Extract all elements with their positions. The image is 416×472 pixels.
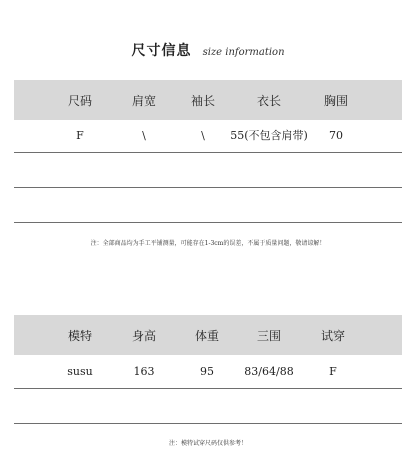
model-table-row	[14, 354, 402, 388]
table-divider	[14, 423, 402, 424]
table-divider	[14, 222, 402, 223]
model-header-cell: 模特	[67, 328, 92, 343]
title-chinese: 尺寸信息	[131, 43, 192, 59]
table-divider	[14, 187, 402, 188]
model-cell: 163	[133, 364, 155, 378]
size-cell: \	[142, 128, 146, 142]
size-cell: F	[76, 128, 84, 142]
size-header-cell: 尺码	[67, 93, 92, 108]
size-table-row	[14, 118, 402, 152]
model-header-cell: 三围	[256, 328, 281, 343]
title-english: size information	[202, 47, 285, 58]
size-cell: \	[201, 128, 205, 142]
model-table-header	[14, 315, 402, 355]
table-divider	[14, 388, 402, 389]
model-header-cell: 体重	[194, 328, 219, 343]
size-note: 注：全部商品均为手工平铺测量，可能存在1-3cm的误差，不属于质量问题，敬请谅解！	[90, 240, 326, 247]
model-cell: F	[329, 364, 337, 378]
model-note: 注：模特试穿尺码仅供参考！	[168, 440, 247, 447]
model-cell: 95	[200, 364, 214, 378]
size-header-cell: 衣长	[256, 93, 281, 108]
size-cell: 70	[329, 128, 343, 142]
size-header-cell: 肩宽	[131, 93, 156, 108]
size-header-cell: 胸围	[323, 93, 348, 108]
size-table-header	[14, 80, 402, 120]
model-header-cell: 试穿	[320, 328, 345, 343]
section-title	[0, 40, 416, 60]
table-divider	[14, 152, 402, 153]
size-cell: 55(不包含肩带)	[230, 129, 308, 142]
model-cell: susu	[67, 364, 93, 378]
size-header-cell: 袖长	[190, 93, 215, 108]
model-header-cell: 身高	[131, 328, 156, 343]
model-cell: 83/64/88	[244, 364, 294, 378]
